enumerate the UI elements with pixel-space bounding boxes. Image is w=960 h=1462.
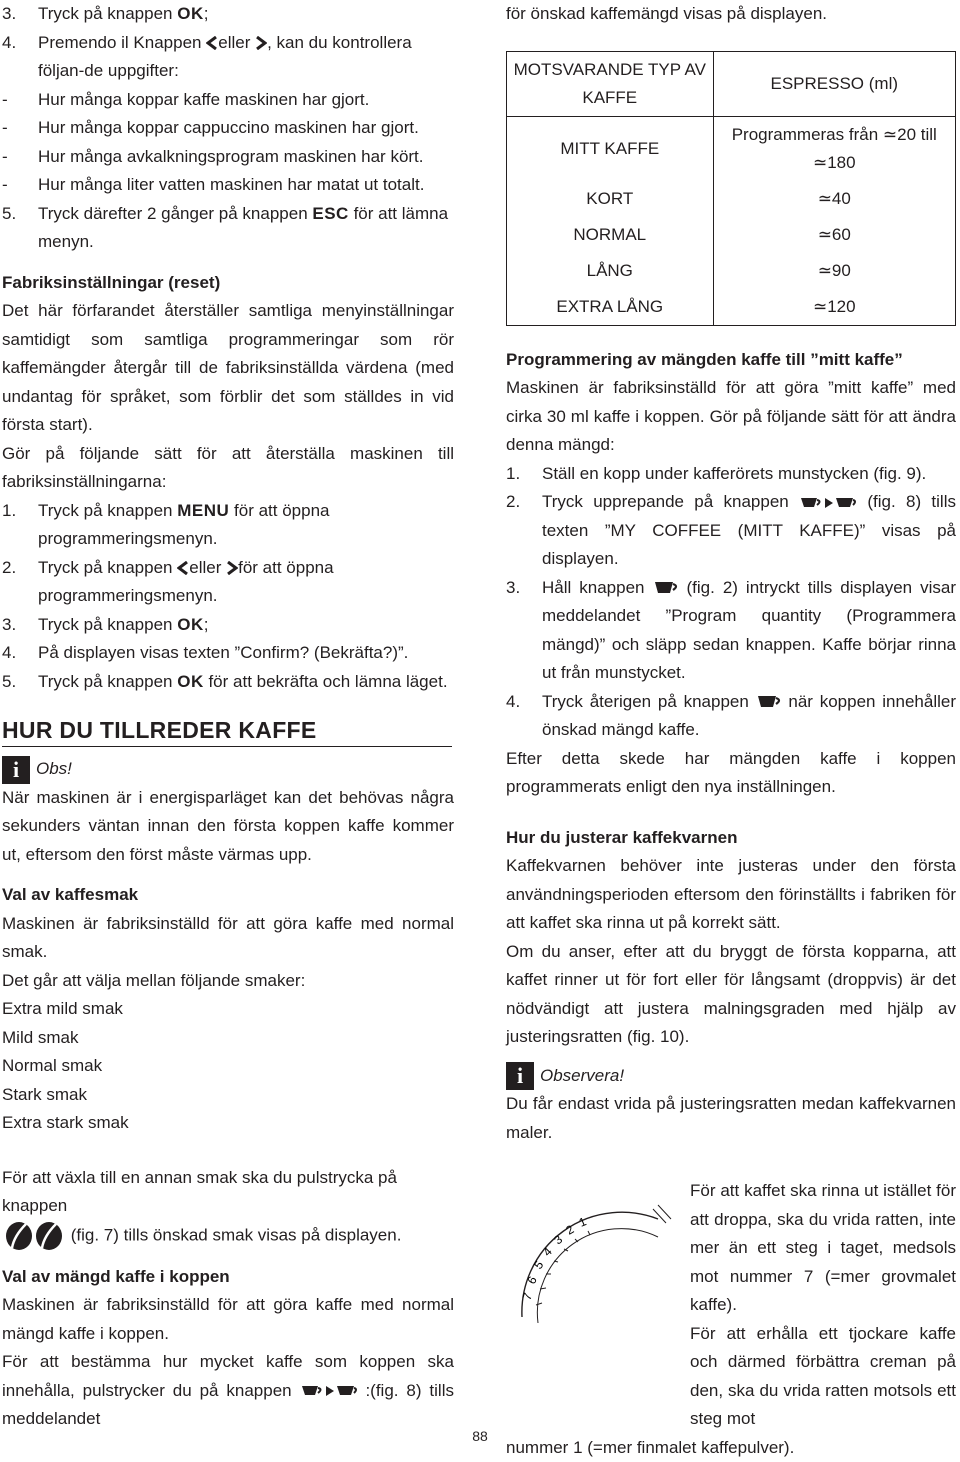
- spacer: [2, 1251, 454, 1263]
- prog-heading: Programmering av mängden kaffe till ”mitt kaffe”: [506, 349, 903, 369]
- page-number: 88: [472, 1428, 488, 1444]
- dash-bullet: -: [2, 146, 8, 166]
- dash-item: [2, 86, 454, 115]
- continued-text: för önskad kaffemängd visas på displayen.: [506, 4, 827, 23]
- left-column: [2, 0, 454, 1434]
- item-text: Tryck på knappen: [38, 4, 178, 23]
- amount-paragraph-text: För att bestämma hur mycket kaffe som koppen ska innehålla, pulstrycker du på knappen: [2, 1352, 454, 1400]
- reset-heading: Fabriksinställningar (reset): [2, 272, 221, 292]
- ok-key-label: OK: [177, 671, 204, 691]
- dial-number: 1: [576, 1214, 589, 1230]
- observera-text: Du får endast vrida på justeringsratten medan kaffekvarnen maler.: [506, 1094, 956, 1142]
- item-number: 4.: [2, 643, 17, 662]
- grinder-paragraph: Om du anser, efter att du bryggt de första kopparna, att kaffet rinner ut för fort eller för långsamt (droppvis) är det nödvändigt att justera malningsgraden med hjälp av justeringsratten (fig. 10).: [506, 941, 956, 1046]
- taste-switch-text-end: (fig. 7) tills önskad smak visas på displayen.: [70, 1225, 402, 1245]
- list-item: [2, 29, 454, 86]
- list-item: [2, 668, 454, 697]
- cup-icon: [653, 580, 679, 596]
- item-text-end: (fig. 2) intryckt tills displayen visar meddelandet ”Program quantity (Programmera mängd)” och släpp sedan knappen. Kaffe börjar rinna ut från munstycket.: [542, 577, 956, 682]
- taste-option: Mild smak: [2, 1027, 79, 1047]
- dial-number: 6: [524, 1273, 540, 1287]
- table-row: [507, 217, 956, 253]
- item-text: Tryck på knappen: [38, 557, 178, 577]
- dial-text-end: nummer 1 (=mer finmalet kaffepulver).: [506, 1437, 795, 1457]
- item-number: 1.: [2, 500, 17, 520]
- item-text-end: (fig. 8) tills texten ”MY COFFEE (MITT KAFFE)” visas på displayen.: [542, 492, 956, 568]
- item-text: På displayen visas texten ”Confirm? (Bekräfta?)”.: [38, 643, 409, 662]
- info-icon: i: [2, 756, 30, 784]
- table-row: [507, 289, 956, 326]
- dash-bullet: -: [2, 175, 8, 194]
- spacer: [2, 696, 454, 716]
- amount-paragraph-end: :(fig. 8) tills meddelandet: [2, 1380, 454, 1429]
- item-text-end: för att lämna menyn.: [38, 203, 449, 251]
- table-cell: ≃60: [713, 217, 955, 253]
- dial-number: 3: [551, 1232, 566, 1248]
- item-text-end: ;: [203, 614, 209, 634]
- item-number: 3.: [2, 614, 17, 634]
- chevron-left-icon: [206, 36, 218, 50]
- dash-bullet: -: [2, 118, 8, 137]
- item-text-end: ;: [203, 4, 209, 23]
- item-text-end: för att öppna programmeringsmenyn.: [38, 557, 334, 605]
- reset-paragraph: Det här förfarandet återställer samtliga menyinställningar samtidigt som samtliga programmeringar som rör kaffemängder återgår till de fabriksinställda värdena (med undantag för språket, som förblir det som ställdes in vid första start).: [2, 301, 454, 434]
- spacer: [2, 257, 454, 269]
- grinder-dial-illustration: [508, 1197, 678, 1332]
- spacer: [506, 326, 956, 346]
- reset-paragraph: Gör på följande sätt för att återställa maskinen till fabriksinställningarna:: [2, 443, 454, 491]
- dial-number: 7: [519, 1290, 536, 1303]
- coffee-amount-table: [506, 51, 956, 326]
- ok-key-label: OK: [177, 4, 204, 23]
- cup-size-icon: [300, 1383, 358, 1399]
- taste-switch-text: För att växla till en annan smak ska du pulstrycka på knappen: [2, 1167, 397, 1216]
- coffee-beans-icon: [2, 1221, 66, 1251]
- table-cell: KORT: [507, 181, 714, 217]
- item-text: Tryck upprepande på knappen: [542, 492, 800, 511]
- amount-paragraph: Maskinen är fabriksinställd för att göra kaffe med normal mängd kaffe i koppen.: [2, 1295, 454, 1343]
- spacer: [2, 869, 454, 881]
- spacer: [2, 1138, 454, 1164]
- ok-key-label: OK: [177, 614, 204, 634]
- spacer: [506, 802, 956, 824]
- item-text: Ställ en kopp under kafferörets munstycken (fig. 9).: [542, 463, 927, 483]
- taste-heading: Val av kaffesmak: [2, 885, 139, 905]
- chevron-right-icon: [226, 561, 238, 575]
- list-item: [506, 574, 956, 688]
- list-item: [506, 488, 956, 574]
- item-text: Tryck på knappen: [38, 671, 178, 691]
- item-number: 2.: [506, 492, 521, 511]
- table-cell: Programmeras från ≃20 till ≃180: [713, 116, 955, 181]
- table-row: [507, 116, 956, 181]
- item-number: 2.: [2, 557, 17, 577]
- item-number: 4.: [2, 32, 17, 52]
- grinder-heading: Hur du justerar kaffekvarnen: [506, 827, 738, 847]
- amount-paragraph: [2, 1348, 454, 1434]
- table-header-cell: ESPRESSO (ml): [713, 51, 955, 116]
- list-item: [2, 611, 454, 640]
- spacer: [506, 1052, 956, 1062]
- list-item: [506, 688, 956, 745]
- list-item: [2, 0, 454, 29]
- observera-label: Observera!: [540, 1065, 625, 1085]
- prog-paragraph: Maskinen är fabriksinställd för att göra ”mitt kaffe” med cirka 30 ml kaffe i koppen. Gör på följande sätt för att ändra denna mängd:: [506, 378, 956, 454]
- item-text-end: , kan du kontrollera följan-de uppgifter:: [38, 32, 412, 80]
- info-icon: i: [506, 1062, 534, 1090]
- list-item: [2, 554, 454, 611]
- item-text-end: för att öppna programmeringsmenyn.: [38, 500, 330, 548]
- spacer: [506, 1147, 956, 1177]
- item-number: 1.: [506, 463, 521, 483]
- table-cell: MITT KAFFE: [507, 116, 714, 181]
- spacer: [2, 747, 454, 755]
- item-text: Tryck därefter 2 gånger på knappen: [38, 203, 313, 223]
- table-header-row: [507, 51, 956, 116]
- table-header-cell: MOTSVARANDE TYP AV KAFFE: [507, 51, 714, 116]
- dial-number: 4: [540, 1244, 555, 1260]
- prog-after: Efter detta skede har mängden kaffe i koppen programmerats enligt den nya inställningen.: [506, 748, 956, 796]
- taste-paragraph: Maskinen är fabriksinställd för att göra kaffe med normal smak.: [2, 913, 454, 962]
- grinder-paragraph: Kaffekvarnen behöver inte justeras under den första användningsperioden eftersom den förinställts i fabriken för att kaffet ska rinna ut på korrekt sätt.: [506, 856, 956, 932]
- item-text: Tryck på knappen: [38, 614, 178, 634]
- item-number: 5.: [2, 671, 17, 691]
- dash-item: [2, 114, 454, 143]
- taste-option: Extra stark smak: [2, 1113, 129, 1133]
- table-cell: ≃120: [713, 289, 955, 326]
- chevron-right-icon: [255, 36, 267, 50]
- dash-text: Hur många koppar cappuccino maskinen har gjort.: [38, 118, 419, 137]
- dash-text: Hur många avkalkningsprogram maskinen har kört.: [38, 146, 424, 166]
- dial-text: För att erhålla ett tjockare kaffe och därmed förbättra creman på den, ska du vrida ratten motsols ett steg mot: [690, 1323, 956, 1429]
- obs-note: [2, 755, 454, 784]
- taste-paragraph: Det går att välja mellan följande smaker:: [2, 970, 306, 990]
- list-item: [2, 200, 454, 257]
- dash-text: Hur många liter vatten maskinen har matat ut totalt.: [38, 175, 425, 194]
- table-cell: NORMAL: [507, 217, 714, 253]
- chevron-left-icon: [177, 561, 189, 575]
- taste-switch-text-line: [2, 1221, 454, 1251]
- dash-text: Hur många koppar kaffe maskinen har gjort.: [38, 89, 370, 109]
- dial-text: För att kaffet ska rinna ut istället för att droppa, ska du vrida ratten, inte mer än ett steg i taget, medsols mot nummer 7 (=mer grovmalet kaffe).: [690, 1181, 956, 1315]
- table-row: [507, 253, 956, 289]
- section-title: HUR DU TILLREDER KAFFE: [2, 716, 452, 747]
- table-row: [507, 181, 956, 217]
- observera-note: [506, 1062, 956, 1091]
- item-text: Tryck återigen på knappen: [542, 691, 756, 711]
- dial-number: 5: [531, 1258, 547, 1272]
- list-item: [2, 497, 454, 554]
- item-text: Premendo il Knappen: [38, 32, 207, 52]
- amount-heading: Val av mängd kaffe i koppen: [2, 1266, 230, 1286]
- list-item: [2, 639, 454, 668]
- dash-bullet: -: [2, 89, 8, 109]
- item-text-mid: eller: [218, 32, 256, 52]
- dash-item: [2, 143, 454, 172]
- obs-label: Obs!: [36, 759, 72, 779]
- cup-icon: [756, 694, 782, 710]
- item-text-mid: eller: [189, 557, 227, 577]
- list-item: [506, 460, 956, 489]
- taste-option: Normal smak: [2, 1056, 103, 1076]
- item-number: 3.: [2, 4, 17, 23]
- menu-key-label: MENU: [177, 500, 230, 520]
- table-cell: EXTRA LÅNG: [507, 289, 714, 326]
- table-cell: ≃90: [713, 253, 955, 289]
- dash-item: [2, 171, 454, 200]
- obs-text: När maskinen är i energisparläget kan det behövas några sekunders väntan innan den första koppen kaffe kommer ut, eftersom den först måste värmas upp.: [2, 787, 454, 864]
- taste-option: Stark smak: [2, 1084, 88, 1104]
- spacer: [506, 29, 956, 51]
- item-number: 5.: [2, 203, 17, 223]
- cup-size-icon: [799, 495, 857, 511]
- item-text-end: för att bekräfta och lämna läget.: [203, 671, 448, 691]
- table-cell: ≃40: [713, 181, 955, 217]
- item-text: Tryck på knappen: [38, 500, 178, 520]
- esc-key-label: ESC: [312, 203, 349, 223]
- item-text-end: när koppen innehåller önskad mängd kaffe.: [542, 691, 956, 739]
- item-text: Håll knappen: [542, 577, 653, 597]
- item-number: 4.: [506, 691, 521, 711]
- dial-number: 2: [563, 1222, 577, 1238]
- item-number: 3.: [506, 577, 521, 597]
- table-cell: LÅNG: [507, 253, 714, 289]
- taste-option: Extra mild smak: [2, 999, 123, 1019]
